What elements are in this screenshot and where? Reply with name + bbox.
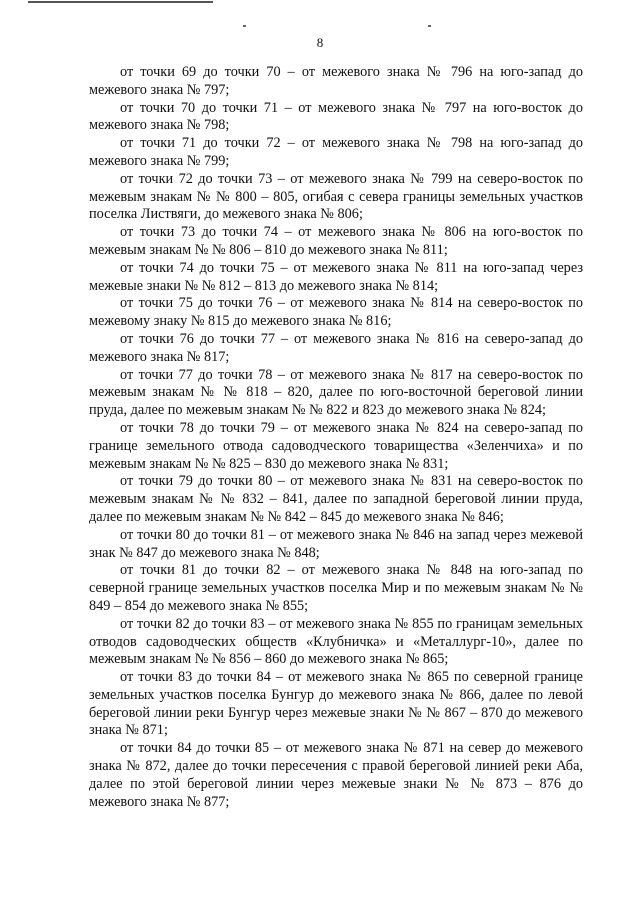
document-body <box>89 64 583 811</box>
paragraph: от точки 76 до точки 77 – от межевого знака № 816 на северо-запад до межевого знака № 817; <box>89 330 583 365</box>
paragraph: от точки 79 до точки 80 – от межевого знака № 831 на северо-восток по межевым знакам № № 832 – 841, далее по западной береговой линии пруда, далее по межевым знакам № № 842 – 845 до межевого знака № 846; <box>89 473 583 525</box>
paragraph: от точки 80 до точки 81 – от межевого знака № 846 на запад через межевой знак № 847 до межевого знака № 848; <box>89 526 583 561</box>
paragraph: от точки 71 до точки 72 – от межевого знака № 798 на юго-запад до межевого знака № 799; <box>89 135 583 169</box>
page-number: 8 <box>316 35 324 50</box>
paragraph: от точки 75 до точки 76 – от межевого знака № 814 на северо-восток по межевому знаку № 815 до межевого знака № 816; <box>89 295 583 330</box>
paragraph: от точки 72 до точки 73 – от межевого знака № 799 на северо-восток по межевым знакам № № 800 – 805, огибая с севера границы земельных участков поселка Листвяги, до межевого знака № 806; <box>89 170 583 223</box>
paragraph: от точки 74 до точки 75 – от межевого знака № 811 на юго-запад через межевые знаки № № 812 – 813 до межевого знака № 814; <box>89 259 583 294</box>
paragraph: от точки 77 до точки 78 – от межевого знака № 817 на северо-восток по межевым знакам № № 818 – 820, далее по юго-восточной береговой линии пруда, далее по межевым знакам № № 822 и 823 до межевого знака № 824; <box>89 366 583 419</box>
scan-mark <box>243 25 246 27</box>
paragraph: от точки 81 до точки 82 – от межевого знака № 848 на юго-запад по северной границе земельных участков поселка Мир и по межевым знакам № № 849 – 854 до межевого знака № 855; <box>89 562 583 614</box>
paragraph: от точки 73 до точки 74 – от межевого знака № 806 на юго-восток по межевым знакам № № 806 – 810 до межевого знака № 811; <box>89 224 583 258</box>
paragraph: от точки 84 до точки 85 – от межевого знака № 871 на север до межевого знака № 872, далее до точки пересечения с правой береговой линией реки Аба, далее по этой береговой линии через межевые знаки № № 873 – 876 до межевого знака № 877; <box>89 740 583 810</box>
paragraph: от точки 78 до точки 79 – от межевого знака № 824 на северо-запад по границе земельного отвода садоводческого товарищества «Зеленчиха» и по межевым знакам № № 825 – 830 до межевого знака № 831; <box>89 419 583 472</box>
paragraph: от точки 82 до точки 83 – от межевого знака № 855 по границам земельных отводов садоводческих обществ «Клубничка» и «Металлург-10», далее по межевым знакам № № 856 – 860 до межевого знака № 865; <box>89 615 583 668</box>
paragraph: от точки 83 до точки 84 – от межевого знака № 865 по северной границе земельных участков поселка Бунгур до межевого знака № 866, далее по левой береговой линии реки Бунгур через межевые знаки № № 867 – 870 до межевого знака № 871; <box>89 669 583 739</box>
paragraph: от точки 69 до точки 70 – от межевого знака № 796 на юго-запад до межевого знака № 797; <box>89 64 583 98</box>
scan-mark <box>428 25 431 27</box>
scan-top-rule <box>28 1 213 3</box>
paragraph: от точки 70 до точки 71 – от межевого знака № 797 на юго-восток до межевого знака № 798; <box>89 99 583 134</box>
